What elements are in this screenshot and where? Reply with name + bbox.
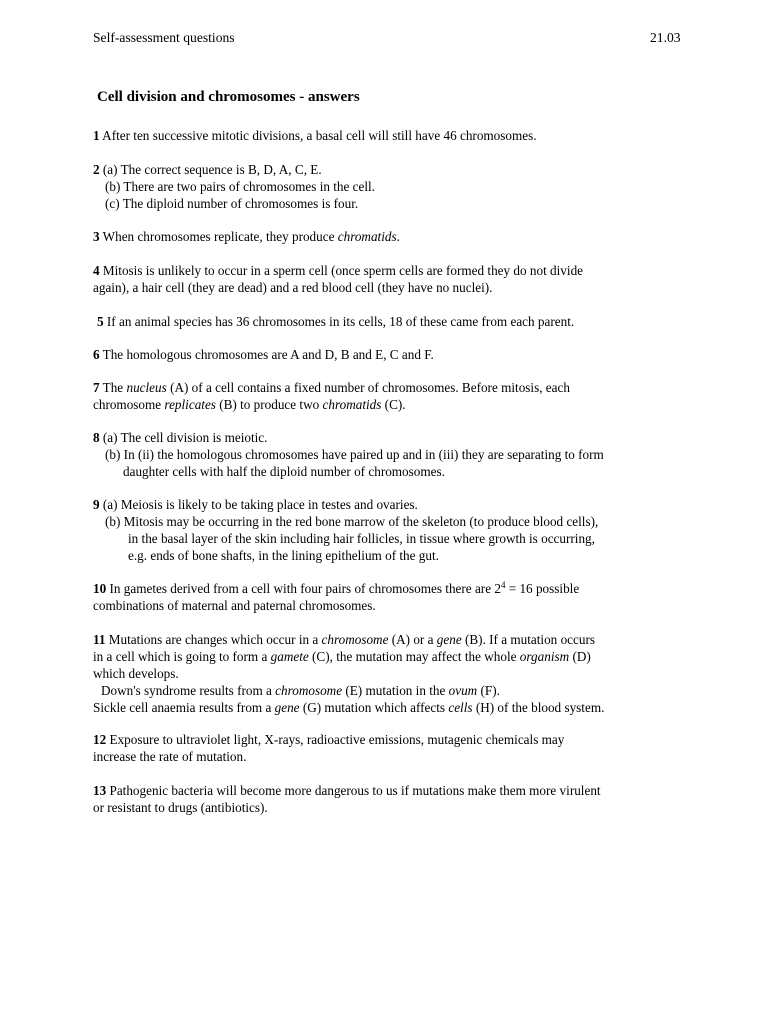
answer-part-b-line-1: (b) In (ii) the homologous chromosomes have paired up and in (iii) they are separating to form — [105, 447, 604, 462]
answer-number: 9 — [93, 497, 100, 512]
answer-part-b-line-3: e.g. ends of bone shafts, in the lining epithelium of the gut. — [128, 548, 439, 563]
key-term: nucleus — [126, 380, 167, 395]
answer-9 — [93, 496, 713, 564]
answer-text: in a cell which is going to form a — [93, 649, 268, 664]
answer-text: (D) — [572, 649, 591, 664]
header-left: Self-assessment questions — [93, 30, 235, 45]
exponent: 4 — [500, 580, 506, 590]
answer-part-a: (a) The cell division is meiotic. — [102, 430, 268, 445]
answer-number: 11 — [93, 632, 106, 647]
answer-part-b-line-2: daughter cells with half the diploid number of chromosomes. — [123, 464, 445, 479]
answer-6 — [93, 346, 713, 363]
key-term: chromatids — [322, 397, 382, 412]
answer-text: (B). If a mutation occurs — [464, 632, 595, 647]
answer-text-line-1: Mitosis is unlikely to occur in a sperm cell (once sperm cells are formed they do not divide — [102, 263, 584, 278]
answer-11 — [93, 631, 713, 716]
answer-text: The — [102, 380, 124, 395]
answer-13 — [93, 782, 713, 816]
answer-text: = 16 possible — [508, 581, 580, 596]
answer-text: (B) to produce two — [219, 397, 320, 412]
answer-text: After ten successive mitotic divisions, a basal cell will still have 46 chromosomes. — [102, 128, 537, 143]
answer-text: The homologous chromosomes are A and D, B and E, C and F. — [102, 347, 434, 362]
answer-number: 10 — [93, 581, 107, 596]
key-term: chromatids — [337, 229, 397, 244]
answer-3 — [93, 228, 713, 245]
answer-part-b-line-2: in the basal layer of the skin including hair follicles, in tissue where growth is occurring, — [128, 531, 595, 546]
answer-2 — [93, 161, 713, 212]
key-term: cells — [448, 700, 473, 715]
answer-number: 13 — [93, 783, 107, 798]
key-term: replicates — [164, 397, 216, 412]
answer-text-line-2: combinations of maternal and paternal chromosomes. — [93, 598, 376, 613]
answer-12 — [93, 731, 713, 765]
answer-number: 4 — [93, 263, 100, 278]
answer-number: 8 — [93, 430, 100, 445]
answer-10 — [93, 580, 713, 614]
answer-part-b: (b) There are two pairs of chromosomes in the cell. — [105, 179, 376, 194]
answer-text: Mutations are changes which occur in a — [108, 632, 319, 647]
key-term: organism — [519, 649, 570, 664]
page-title: Cell division and chromosomes - answers — [97, 89, 360, 105]
key-term: gene — [436, 632, 462, 647]
answer-text: (C). — [384, 397, 406, 412]
key-term: chromosome — [275, 683, 343, 698]
punctuation: . — [396, 229, 400, 244]
key-term: gamete — [270, 649, 309, 664]
key-term: ovum — [448, 683, 478, 698]
answer-text: (A) or a — [391, 632, 434, 647]
answer-text: (G) mutation which affects — [302, 700, 446, 715]
answer-number: 5 — [97, 314, 104, 329]
key-term: gene — [274, 700, 300, 715]
answer-text: (H) of the blood system. — [475, 700, 605, 715]
answer-number: 12 — [93, 732, 107, 747]
answer-number: 1 — [93, 128, 100, 143]
answer-text-line-1: Pathogenic bacteria will become more dangerous to us if mutations make them more virulent — [109, 783, 601, 798]
answer-text-line-1: Exposure to ultraviolet light, X-rays, radioactive emissions, mutagenic chemicals may — [109, 732, 565, 747]
answer-7 — [93, 379, 713, 413]
answer-number: 7 — [93, 380, 100, 395]
answer-part-a: (a) The correct sequence is B, D, A, C, E. — [102, 162, 322, 177]
answer-text: Sickle cell anaemia results from a — [93, 700, 272, 715]
header-page-number: 21.03 — [650, 30, 681, 45]
answer-5 — [93, 313, 713, 330]
answer-number: 3 — [93, 229, 100, 244]
answer-part-a: (a) Meiosis is likely to be taking place in testes and ovaries. — [102, 497, 418, 512]
answer-4 — [93, 262, 713, 296]
answer-text: (F). — [480, 683, 500, 698]
answer-number: 2 — [93, 162, 100, 177]
answer-text: (A) of a cell contains a fixed number of chromosomes. Before mitosis, each — [170, 380, 570, 395]
answer-8 — [93, 429, 713, 480]
answer-text: (E) mutation in the — [345, 683, 446, 698]
answer-text: which develops. — [93, 666, 179, 681]
answer-1 — [93, 127, 713, 144]
answer-text: If an animal species has 36 chromosomes in its cells, 18 of these came from each parent. — [106, 314, 575, 329]
key-term: chromosome — [321, 632, 389, 647]
answer-part-b-line-1: (b) Mitosis may be occurring in the red bone marrow of the skeleton (to produce blood cells), — [105, 514, 599, 529]
answer-text: chromosome — [93, 397, 162, 412]
answer-text: When chromosomes replicate, they produce — [102, 229, 335, 244]
answer-text: Down's syndrome results from a — [101, 683, 272, 698]
answer-text: In gametes derived from a cell with four pairs of chromosomes there are 2 — [109, 581, 501, 596]
answer-text-line-2: or resistant to drugs (antibiotics). — [93, 800, 268, 815]
answer-part-c: (c) The diploid number of chromosomes is four. — [105, 196, 359, 211]
answer-text-line-2: again), a hair cell (they are dead) and a red blood cell (they have no nuclei). — [93, 280, 493, 295]
answer-number: 6 — [93, 347, 100, 362]
answer-text-line-2: increase the rate of mutation. — [93, 749, 247, 764]
answer-text: (C), the mutation may affect the whole — [312, 649, 517, 664]
